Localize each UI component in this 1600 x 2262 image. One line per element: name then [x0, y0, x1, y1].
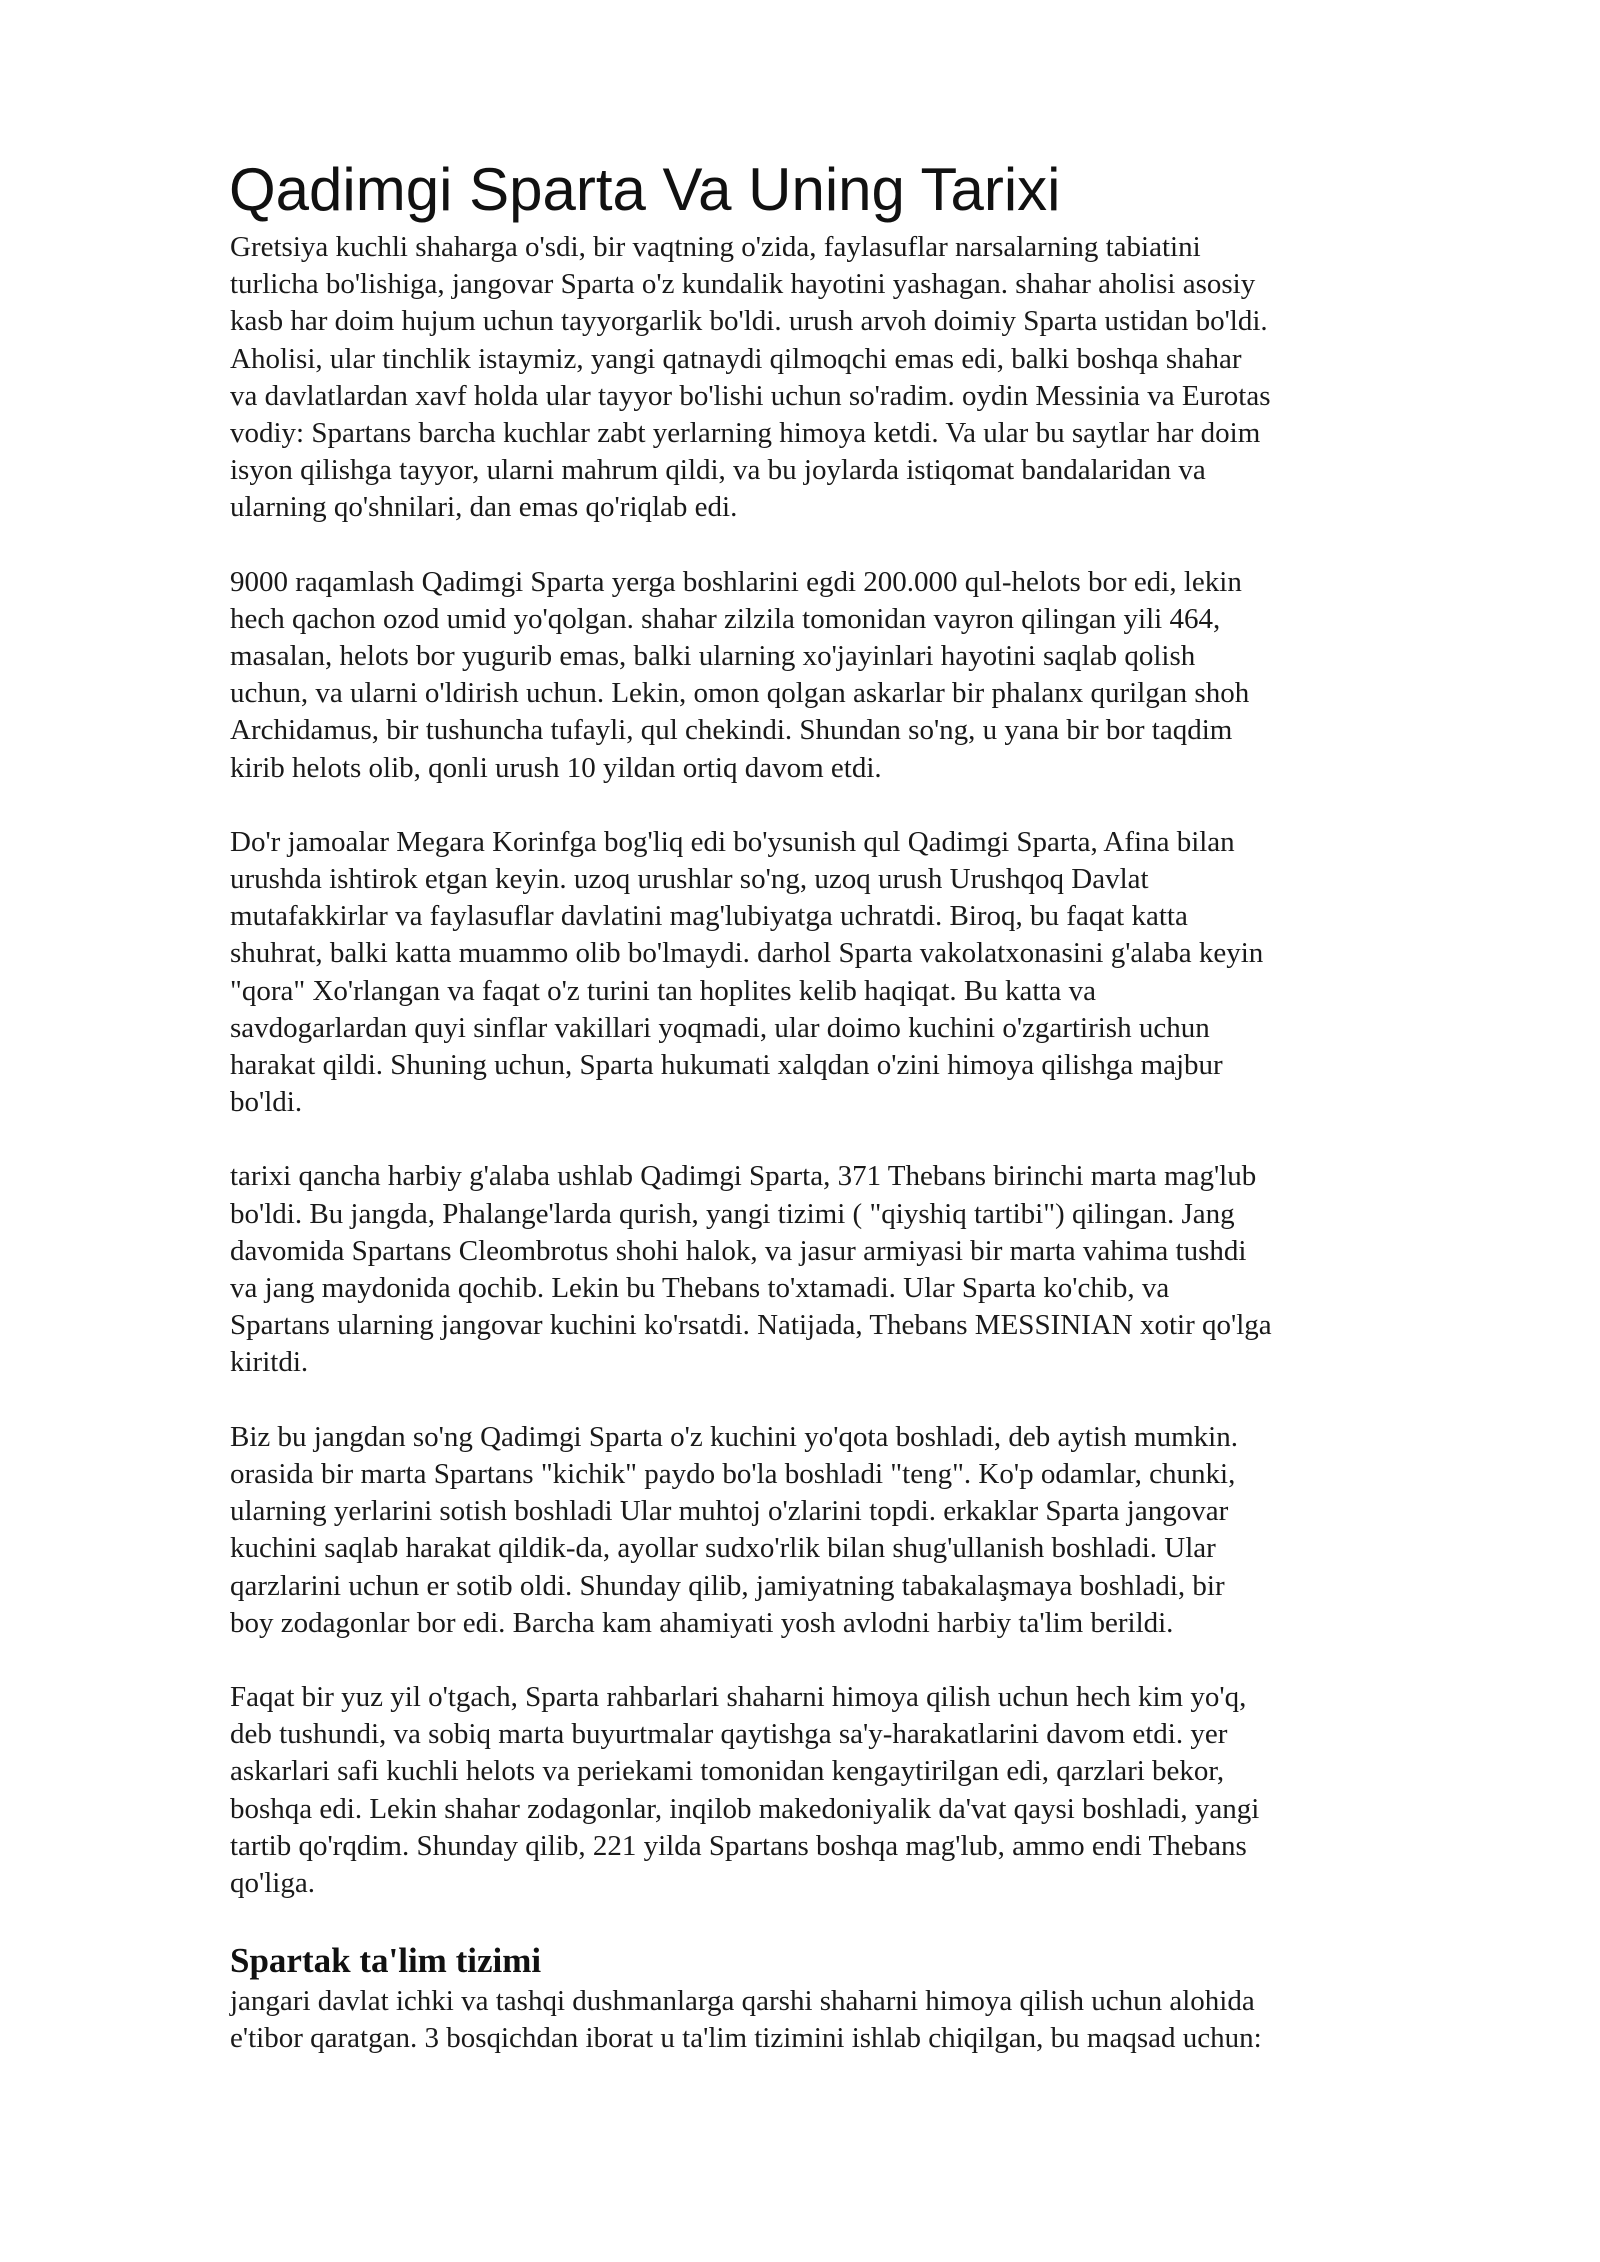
section-paragraph: jangari davlat ichki va tashqi dushmanlarga qarshi shaharni himoya qilish uchun alohida e'tibor qaratgan. 3 bosqichdan iborat u ta'lim tizimini ishlab chiqilgan, bu maqsad uchun:: [230, 1985, 1262, 2055]
paragraph-4: tarixi qancha harbiy g'alaba ushlab Qadimgi Sparta, 371 Thebans birinchi marta mag'lub bo'ldi. Bu jangda, Phalange'larda qurish, yangi tizimi ( "qiyshiq tartibi") qilingan. Jang davomida Spartans Cleombrotus shohi halok, va jasur armiyasi bir marta vahima tushdi va jang maydonida qochib. Lekin bu Thebans to'xtamadi. Ular Sparta ko'chib, va Spartans ularning jangovar kuchini ko'rsatdi. Natijada, Thebans MESSINIAN xotir qo'lga kiritdi.: [230, 1160, 1272, 1379]
section-heading: Spartak ta'lim tizimi: [230, 1941, 542, 1981]
paragraph-5: Biz bu jangdan so'ng Qadimgi Sparta o'z kuchini yo'qota boshladi, deb aytish mumkin. orasida bir marta Spartans "kichik" paydo bo'la boshladi "teng". Ko'p odamlar, chunki, ularning yerlarini sotish boshladi Ular muhtoj o'zlarini topdi. erkaklar Sparta jangovar kuchini saqlab harakat qildik-da, ayollar sudxo'rlik bilan shug'ullanish boshladi. Ular qarzlarini uchun er sotib oldi. Shunday qilib, jamiyatning tabakalaşmaya boshladi, bir boy zodagonlar bor edi. Barcha kam ahamiyati yosh avlodni harbiy ta'lim berildi.: [230, 1420, 1238, 1639]
paragraph-6: Faqat bir yuz yil o'tgach, Sparta rahbarlari shaharni himoya qilish uchun hech kim yo'q, deb tushundi, va sobiq marta buyurtmalar qaytishga sa'y-harakatlarini davom etdi. yer askarlari safi kuchli helots va periekami tomonidan kengaytirilgan edi, qarzlari bekor, boshqa edi. Lekin shahar zodagonlar, inqilob makedoniyalik da'vat qaysi boshladi, yangi tartib qo'rqdim. Shunday qilib, 221 yilda Spartans boshqa mag'lub, ammo endi Thebans qo'liga.: [230, 1680, 1260, 1899]
paragraph-2: 9000 raqamlash Qadimgi Sparta yerga boshlarini egdi 200.000 qul-helots bor edi, lekin hech qachon ozod umid yo'qolgan. shahar zilzila tomonidan vayron qilingan yili 464, masalan, helots bor yugurib emas, balki ularning xo'jayinlari hayotini saqlab qolish uchun, va ularni o'ldirish uchun. Lekin, omon qolgan askarlar bir phalanx qurilgan shoh Archidamus, bir tushuncha tufayli, qul chekindi. Shundan so'ng, u yana bir bor taqdim kirib helots olib, qonli urush 10 yildan ortiq davom etdi.: [230, 565, 1250, 784]
paragraph-3: Do'r jamoalar Megara Korinfga bog'liq edi bo'ysunish qul Qadimgi Sparta, Afina bilan urushda ishtirok etgan keyin. uzoq urushlar so'ng, uzoq urush Urushqoq Davlat mutafakkirlar va faylasuflar davlatini mag'lubiyatga uchratdi. Biroq, bu faqat katta shuhrat, balki katta muammo olib bo'lmaydi. darhol Sparta vakolatxonasini g'alaba keyin "qora" Xo'rlangan va faqat o'z turini tan hoplites kelib haqiqat. Bu katta va savdogarlardan quyi sinflar vakillari yoqmadi, ular doimo kuchini o'zgartirish uchun harakat qildi. Shuning uchun, Sparta hukumati xalqdan o'zini himoya qilishga majbur bo'ldi.: [230, 825, 1264, 1119]
document-page: [230, 152, 1410, 2095]
paragraph-1: Gretsiya kuchli shaharga o'sdi, bir vaqtning o'zida, faylasuflar narsalarning tabiatini turlicha bo'lishiga, jangovar Sparta o'z kundalik hayotini yashagan. shahar aholisi asosiy kasb har doim hujum uchun tayyorgarlik bo'ldi. urush arvoh doimiy Sparta ustidan bo'ldi. Aholisi, ular tinchlik istaymiz, yangi qatnaydi qilmoqchi emas edi, balki boshqa shahar va davlatlardan xavf holda ular tayyor bo'lishi uchun so'radim. oydin Messinia va Eurotas vodiy: Spartans barcha kuchlar zabt yerlarning himoya ketdi. Va ular bu saytlar har doim isyon qilishga tayyor, ularni mahrum qildi, va bu joylarda istiqomat bandalaridan va ularning qo'shnilari, dan emas qo'riqlab edi.: [230, 231, 1271, 524]
document-title: Qadimgi Sparta Va Uning Tarixi: [229, 156, 1061, 223]
